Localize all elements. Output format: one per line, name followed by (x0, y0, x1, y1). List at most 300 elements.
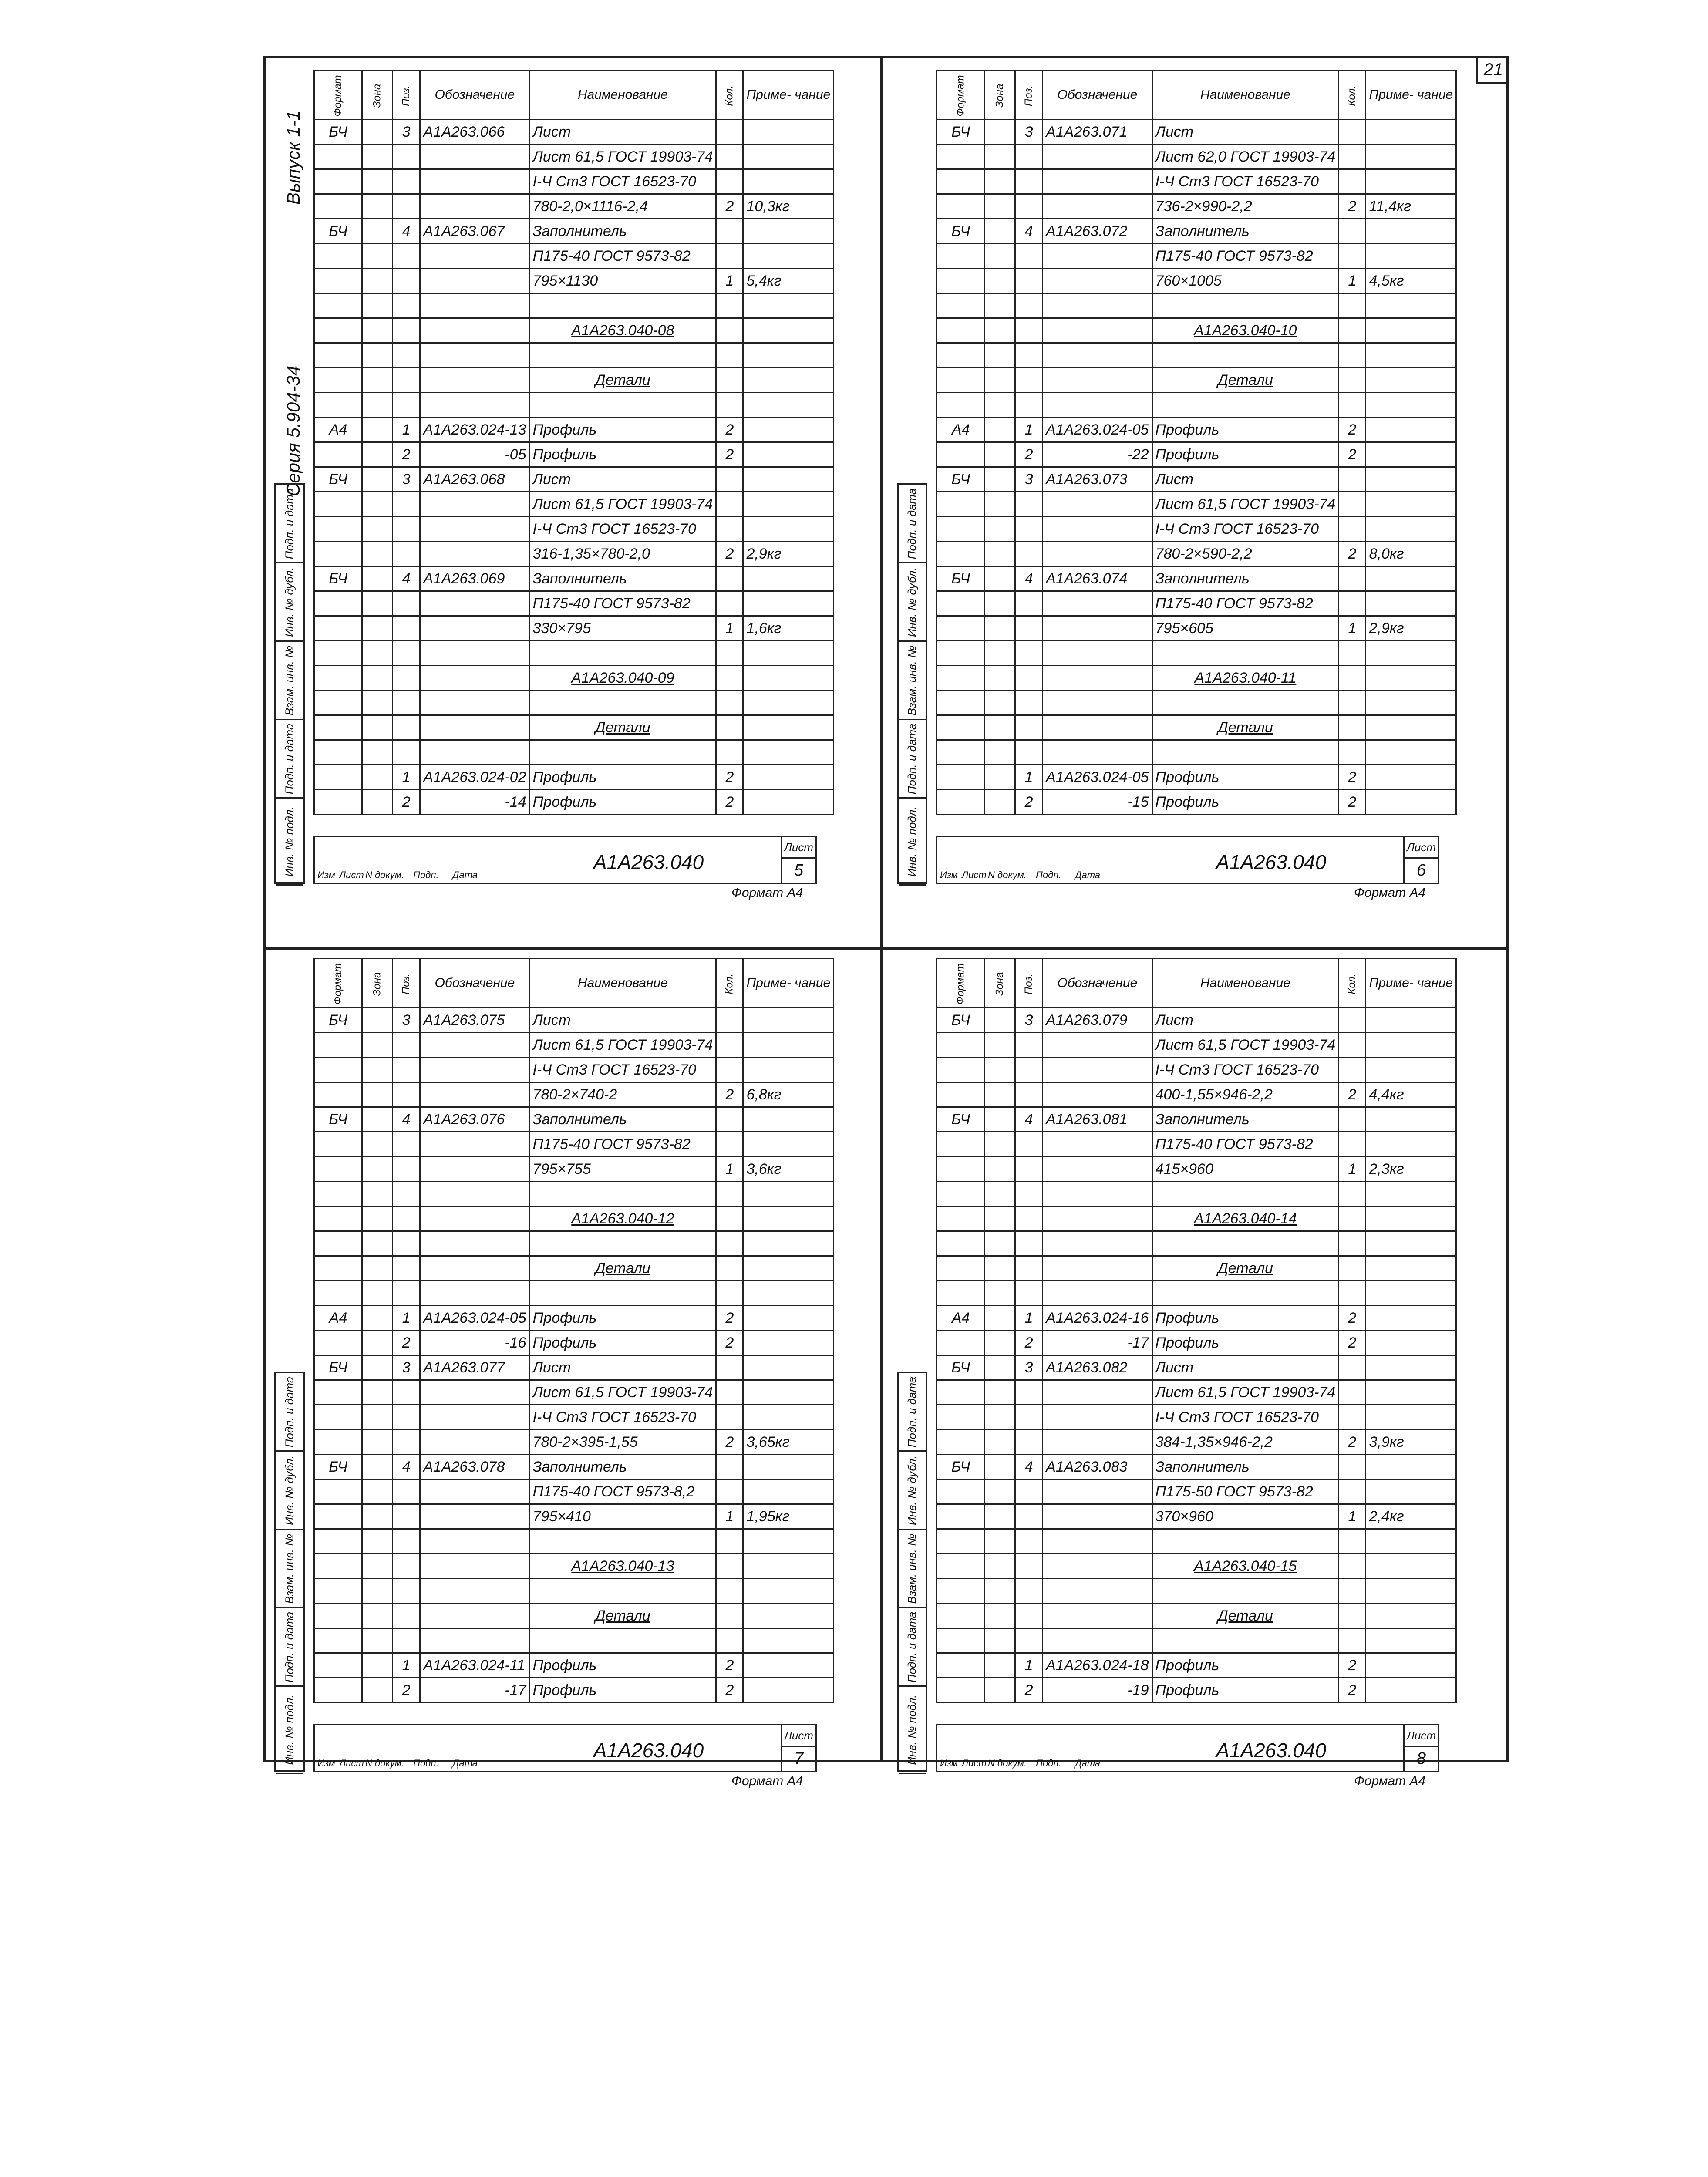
cell-r (743, 765, 834, 790)
cell-r (1366, 1678, 1456, 1703)
cell-f (314, 293, 362, 318)
table-row (937, 219, 1456, 244)
cell-z (362, 1206, 393, 1231)
cell-r (1366, 1256, 1456, 1281)
cell-f (937, 145, 985, 169)
cell-q: 2 (716, 1331, 743, 1355)
table-row (937, 1107, 1456, 1132)
cell-f (314, 269, 362, 293)
cell-n (1152, 691, 1339, 715)
cell-p (392, 1256, 420, 1281)
side-stamp-label: Инв. № подл. (905, 806, 919, 877)
cell-f (937, 1132, 985, 1157)
cell-p (1015, 1231, 1042, 1256)
cell-q (716, 1380, 743, 1405)
cell-r (1366, 1405, 1456, 1430)
cell-z (985, 1604, 1015, 1628)
table-row (314, 1529, 834, 1554)
cell-z (985, 467, 1015, 492)
cell-d (1043, 591, 1152, 616)
cell-r (1366, 1653, 1456, 1678)
cell-n (529, 1281, 716, 1306)
header-format-label: Формат (332, 75, 344, 117)
cell-p: 4 (392, 1107, 420, 1132)
header-format-label: Формат (954, 75, 967, 117)
cell-z (985, 1504, 1015, 1529)
cell-n: Профиль (1152, 1653, 1339, 1678)
cell-p (1015, 318, 1042, 343)
cell-z (985, 517, 1015, 542)
cell-n (1152, 740, 1339, 765)
cell-r (1366, 691, 1456, 715)
cell-q: 2 (716, 1082, 743, 1107)
header-qty-label: Кол. (1346, 974, 1358, 994)
side-stamp-label: Инв. № дубл. (905, 567, 919, 637)
table-row (937, 120, 1456, 145)
cell-z (985, 1479, 1015, 1504)
cell-f (937, 790, 985, 815)
cell-d: А1А263.072 (1043, 219, 1152, 244)
cell-f (314, 244, 362, 269)
table-row (314, 715, 834, 740)
table-row (314, 1182, 834, 1206)
cell-q (716, 145, 743, 169)
cell-n (1152, 343, 1339, 368)
cell-n: А1А263.040-08 (529, 318, 716, 343)
cell-r (1366, 343, 1456, 368)
cell-p: 4 (1015, 219, 1042, 244)
cell-z (362, 517, 393, 542)
cell-f (937, 1479, 985, 1504)
cell-p (1015, 715, 1042, 740)
cell-q (716, 591, 743, 616)
cell-z (985, 1579, 1015, 1604)
cell-r (743, 442, 834, 467)
cell-q (716, 1604, 743, 1628)
cell-n: Профиль (1152, 765, 1339, 790)
side-stamp-label: Взам. инв. № (905, 1533, 919, 1604)
cell-n: А1А263.040-11 (1152, 666, 1339, 691)
cell-q (1339, 1008, 1366, 1033)
cell-d (420, 1206, 529, 1231)
cell-f: БЧ (937, 120, 985, 145)
cell-d (420, 616, 529, 641)
table-row (937, 1405, 1456, 1430)
cell-f (314, 1206, 362, 1231)
side-stamp-cell (276, 799, 303, 886)
side-stamp-label: Взам. инв. № (283, 1533, 296, 1604)
cell-p: 2 (1015, 790, 1042, 815)
cell-p: 2 (392, 790, 420, 815)
cell-f (314, 517, 362, 542)
cell-r (743, 1256, 834, 1281)
cell-d (1043, 1529, 1152, 1554)
cell-p: 2 (392, 442, 420, 467)
table-row (937, 1033, 1456, 1058)
title-block-label: Лист (962, 1758, 987, 1769)
table-row (937, 1653, 1456, 1678)
cell-q: 2 (1339, 442, 1366, 467)
table-row (937, 765, 1456, 790)
cell-n: П175-40 ГОСТ 9573-82 (1152, 591, 1339, 616)
cell-n: Детали (529, 1604, 716, 1628)
table-row (937, 293, 1456, 318)
cell-q: 1 (1339, 616, 1366, 641)
cell-f (937, 244, 985, 269)
spec-table (936, 958, 1457, 1703)
cell-f (937, 1405, 985, 1430)
cell-z (985, 715, 1015, 740)
cell-r (1366, 1306, 1456, 1331)
cell-d: А1А263.024-13 (420, 418, 529, 442)
title-block-label: Подп. (1036, 869, 1061, 880)
table-row (937, 1082, 1456, 1107)
cell-n: Лист 61,5 ГОСТ 19903-74 (529, 492, 716, 517)
cell-d: А1А263.024-11 (420, 1653, 529, 1678)
header-zone (362, 959, 393, 1008)
table-row (937, 591, 1456, 616)
table-row (937, 666, 1456, 691)
cell-n: I-Ч Ст3 ГОСТ 16523-70 (1152, 1058, 1339, 1082)
table-row (314, 293, 834, 318)
cell-p: 3 (392, 120, 420, 145)
spec-table (936, 70, 1457, 815)
cell-f (937, 293, 985, 318)
cell-n: Лист 61,5 ГОСТ 19903-74 (529, 1380, 716, 1405)
cell-f (314, 691, 362, 715)
cell-z (362, 467, 393, 492)
cell-d: -22 (1043, 442, 1152, 467)
cell-p: 3 (1015, 467, 1042, 492)
cell-f (937, 318, 985, 343)
cell-f (937, 1033, 985, 1058)
cell-f (314, 318, 362, 343)
cell-f (937, 1529, 985, 1554)
table-row (937, 1132, 1456, 1157)
cell-n (1152, 1579, 1339, 1604)
side-stamp-cell (899, 1608, 926, 1687)
cell-q (1339, 666, 1366, 691)
cell-z (362, 1604, 393, 1628)
table-row (937, 1306, 1456, 1331)
table-row (314, 393, 834, 418)
table-row (937, 442, 1456, 467)
cell-p (392, 1182, 420, 1206)
header-qty-label: Кол. (723, 85, 735, 106)
cell-r (743, 1529, 834, 1554)
cell-q (716, 740, 743, 765)
table-row (314, 194, 834, 219)
cell-p (1015, 293, 1042, 318)
cell-p (392, 1604, 420, 1628)
cell-n: Лист (529, 467, 716, 492)
cell-d (1043, 1554, 1152, 1579)
cell-q (716, 219, 743, 244)
table-row (937, 492, 1456, 517)
cell-r (743, 318, 834, 343)
cell-q (1339, 1058, 1366, 1082)
table-row (314, 1678, 834, 1703)
cell-q (716, 1256, 743, 1281)
cell-z (985, 1355, 1015, 1380)
cell-r (743, 1206, 834, 1231)
cell-r (1366, 1380, 1456, 1405)
cell-f (314, 1554, 362, 1579)
side-stamp-cell (276, 1608, 303, 1687)
cell-f (314, 1157, 362, 1182)
cell-n: I-Ч Ст3 ГОСТ 16523-70 (1152, 169, 1339, 194)
cell-z (362, 269, 393, 293)
spec-header-row (937, 71, 1456, 120)
cell-f (937, 517, 985, 542)
cell-z (362, 666, 393, 691)
cell-n: П175-40 ГОСТ 9573-82 (529, 591, 716, 616)
cell-n: Профиль (1152, 1678, 1339, 1703)
cell-z (362, 715, 393, 740)
cell-n (529, 393, 716, 418)
cell-q (716, 666, 743, 691)
cell-f (937, 343, 985, 368)
title-block-label: N докум. (365, 1758, 404, 1769)
cell-z (985, 1058, 1015, 1082)
cell-r (743, 1058, 834, 1082)
cell-n (1152, 1182, 1339, 1206)
cell-n: Лист 61,5 ГОСТ 19903-74 (1152, 492, 1339, 517)
cell-p (1015, 1430, 1042, 1455)
cell-q (1339, 1256, 1366, 1281)
cell-d (420, 1579, 529, 1604)
cell-n: Заполнитель (529, 219, 716, 244)
cell-z (985, 169, 1015, 194)
cell-d (1043, 169, 1152, 194)
cell-r: 4,4кг (1366, 1082, 1456, 1107)
cell-q (1339, 691, 1366, 715)
header-format-label: Формат (332, 963, 344, 1005)
cell-d: А1А263.078 (420, 1455, 529, 1479)
cell-d (1043, 1579, 1152, 1604)
cell-p (1015, 740, 1042, 765)
cell-f (314, 1430, 362, 1455)
table-row (937, 169, 1456, 194)
cell-f: А4 (314, 418, 362, 442)
cell-d: А1А263.077 (420, 1355, 529, 1380)
cell-f (314, 765, 362, 790)
cell-f (937, 542, 985, 566)
cell-r (1366, 1331, 1456, 1355)
side-stamp-label: Подп. и дата (283, 1611, 296, 1682)
cell-q: 1 (1339, 269, 1366, 293)
cell-n: П175-40 ГОСТ 9573-82 (529, 244, 716, 269)
table-row (937, 1380, 1456, 1405)
cell-p: 2 (1015, 1331, 1042, 1355)
cell-p (1015, 1579, 1042, 1604)
cell-n: Заполнитель (1152, 1107, 1339, 1132)
cell-q: 2 (716, 1678, 743, 1703)
cell-z (985, 1132, 1015, 1157)
cell-p (1015, 1256, 1042, 1281)
table-row (937, 244, 1456, 269)
cell-p (1015, 343, 1042, 368)
cell-p: 1 (1015, 1306, 1042, 1331)
cell-p (392, 343, 420, 368)
cell-f (314, 641, 362, 666)
cell-f (314, 1182, 362, 1206)
cell-p (392, 1082, 420, 1107)
side-stamp-cell (276, 1530, 303, 1608)
cell-r (1366, 715, 1456, 740)
side-stamp-label: Инв. № подл. (283, 1694, 296, 1765)
header-format-label: Формат (954, 963, 967, 1005)
cell-q (1339, 169, 1366, 194)
cell-z (362, 219, 393, 244)
header-note: Приме- чание (1366, 959, 1456, 1008)
cell-n: Лист (529, 1008, 716, 1033)
cell-z (362, 1554, 393, 1579)
cell-p (392, 666, 420, 691)
cell-d (420, 492, 529, 517)
cell-f (314, 194, 362, 219)
side-stamp-cell (899, 1452, 926, 1530)
table-row (314, 566, 834, 591)
cell-z (985, 269, 1015, 293)
table-row (937, 1355, 1456, 1380)
cell-z (985, 666, 1015, 691)
cell-p (1015, 1479, 1042, 1504)
cell-n: Профиль (1152, 1331, 1339, 1355)
cell-d (1043, 666, 1152, 691)
cell-f (314, 145, 362, 169)
cell-d (420, 343, 529, 368)
document-code: А1А263.040 (593, 851, 704, 873)
cell-d (420, 666, 529, 691)
cell-q: 2 (716, 1430, 743, 1455)
cell-r (743, 1306, 834, 1331)
cell-z (985, 492, 1015, 517)
cell-f: БЧ (314, 1355, 362, 1380)
cell-q (716, 492, 743, 517)
cell-f: БЧ (314, 467, 362, 492)
table-row (937, 1479, 1456, 1504)
cell-n: 780-2×395-1,55 (529, 1430, 716, 1455)
cell-d: А1А263.024-02 (420, 765, 529, 790)
cell-z (362, 1628, 393, 1653)
cell-z (985, 1306, 1015, 1331)
series-label: Серия 5.904-34 (283, 365, 303, 496)
cell-f: БЧ (937, 1008, 985, 1033)
cell-r: 3,65кг (743, 1430, 834, 1455)
header-note: Приме- чание (1366, 71, 1456, 120)
title-block-label: Изм (940, 1758, 958, 1769)
cell-q (1339, 343, 1366, 368)
cell-q (1339, 1479, 1366, 1504)
header-format (937, 959, 985, 1008)
cell-n: А1А263.040-13 (529, 1554, 716, 1579)
cell-r (1366, 790, 1456, 815)
cell-n: Лист (1152, 1355, 1339, 1380)
cell-n: 760×1005 (1152, 269, 1339, 293)
cell-d (1043, 318, 1152, 343)
header-qty (716, 71, 743, 120)
cell-f (937, 1331, 985, 1355)
cell-f (937, 1256, 985, 1281)
cell-d: А1А263.024-05 (1043, 765, 1152, 790)
cell-n: Профиль (529, 1678, 716, 1703)
cell-q (716, 318, 743, 343)
cell-f (937, 641, 985, 666)
cell-d (1043, 641, 1152, 666)
table-row (314, 418, 834, 442)
cell-f (314, 1281, 362, 1306)
table-row (314, 1380, 834, 1405)
cell-z (985, 566, 1015, 591)
cell-q: 2 (716, 418, 743, 442)
title-block-label: Дата (1075, 869, 1101, 880)
table-row (314, 1554, 834, 1579)
cell-z (985, 765, 1015, 790)
cell-f (314, 1256, 362, 1281)
sheet-number: 5 (794, 861, 804, 880)
table-row (937, 467, 1456, 492)
cell-r (743, 1653, 834, 1678)
cell-z (985, 1554, 1015, 1579)
cell-n: А1А263.040-09 (529, 666, 716, 691)
table-row (314, 1604, 834, 1628)
cell-q (1339, 1355, 1366, 1380)
table-row (937, 641, 1456, 666)
cell-n: А1А263.040-15 (1152, 1554, 1339, 1579)
cell-z (362, 1455, 393, 1479)
cell-r (743, 1132, 834, 1157)
cell-f (314, 1604, 362, 1628)
cell-r (1366, 1008, 1456, 1033)
cell-n: Лист (529, 120, 716, 145)
cell-q: 2 (716, 1306, 743, 1331)
table-row (314, 1231, 834, 1256)
cell-n: 795×1130 (529, 269, 716, 293)
cell-p (1015, 169, 1042, 194)
cell-z (362, 641, 393, 666)
cell-d (420, 194, 529, 219)
table-row (937, 1256, 1456, 1281)
cell-q: 1 (716, 269, 743, 293)
cell-d (420, 691, 529, 715)
cell-p (1015, 542, 1042, 566)
cell-z (985, 1107, 1015, 1132)
cell-f (314, 492, 362, 517)
cell-q (1339, 1628, 1366, 1653)
cell-z (985, 1405, 1015, 1430)
title-block-label: Дата (1075, 1758, 1101, 1769)
cell-n: 370×960 (1152, 1504, 1339, 1529)
cell-d (420, 1504, 529, 1529)
cell-z (985, 1653, 1015, 1678)
cell-p (392, 591, 420, 616)
cell-r (743, 1380, 834, 1405)
cell-r (1366, 169, 1456, 194)
cell-q (716, 244, 743, 269)
cell-p (392, 715, 420, 740)
cell-z (362, 1678, 393, 1703)
cell-d (1043, 517, 1152, 542)
cell-n: Лист 61,5 ГОСТ 19903-74 (1152, 1380, 1339, 1405)
table-row (314, 591, 834, 616)
header-pos-label: Поз. (400, 973, 412, 995)
cell-f (937, 368, 985, 393)
cell-p (1015, 1628, 1042, 1653)
sheet-number-box (1403, 837, 1438, 883)
cell-q: 2 (716, 790, 743, 815)
cell-q (716, 343, 743, 368)
